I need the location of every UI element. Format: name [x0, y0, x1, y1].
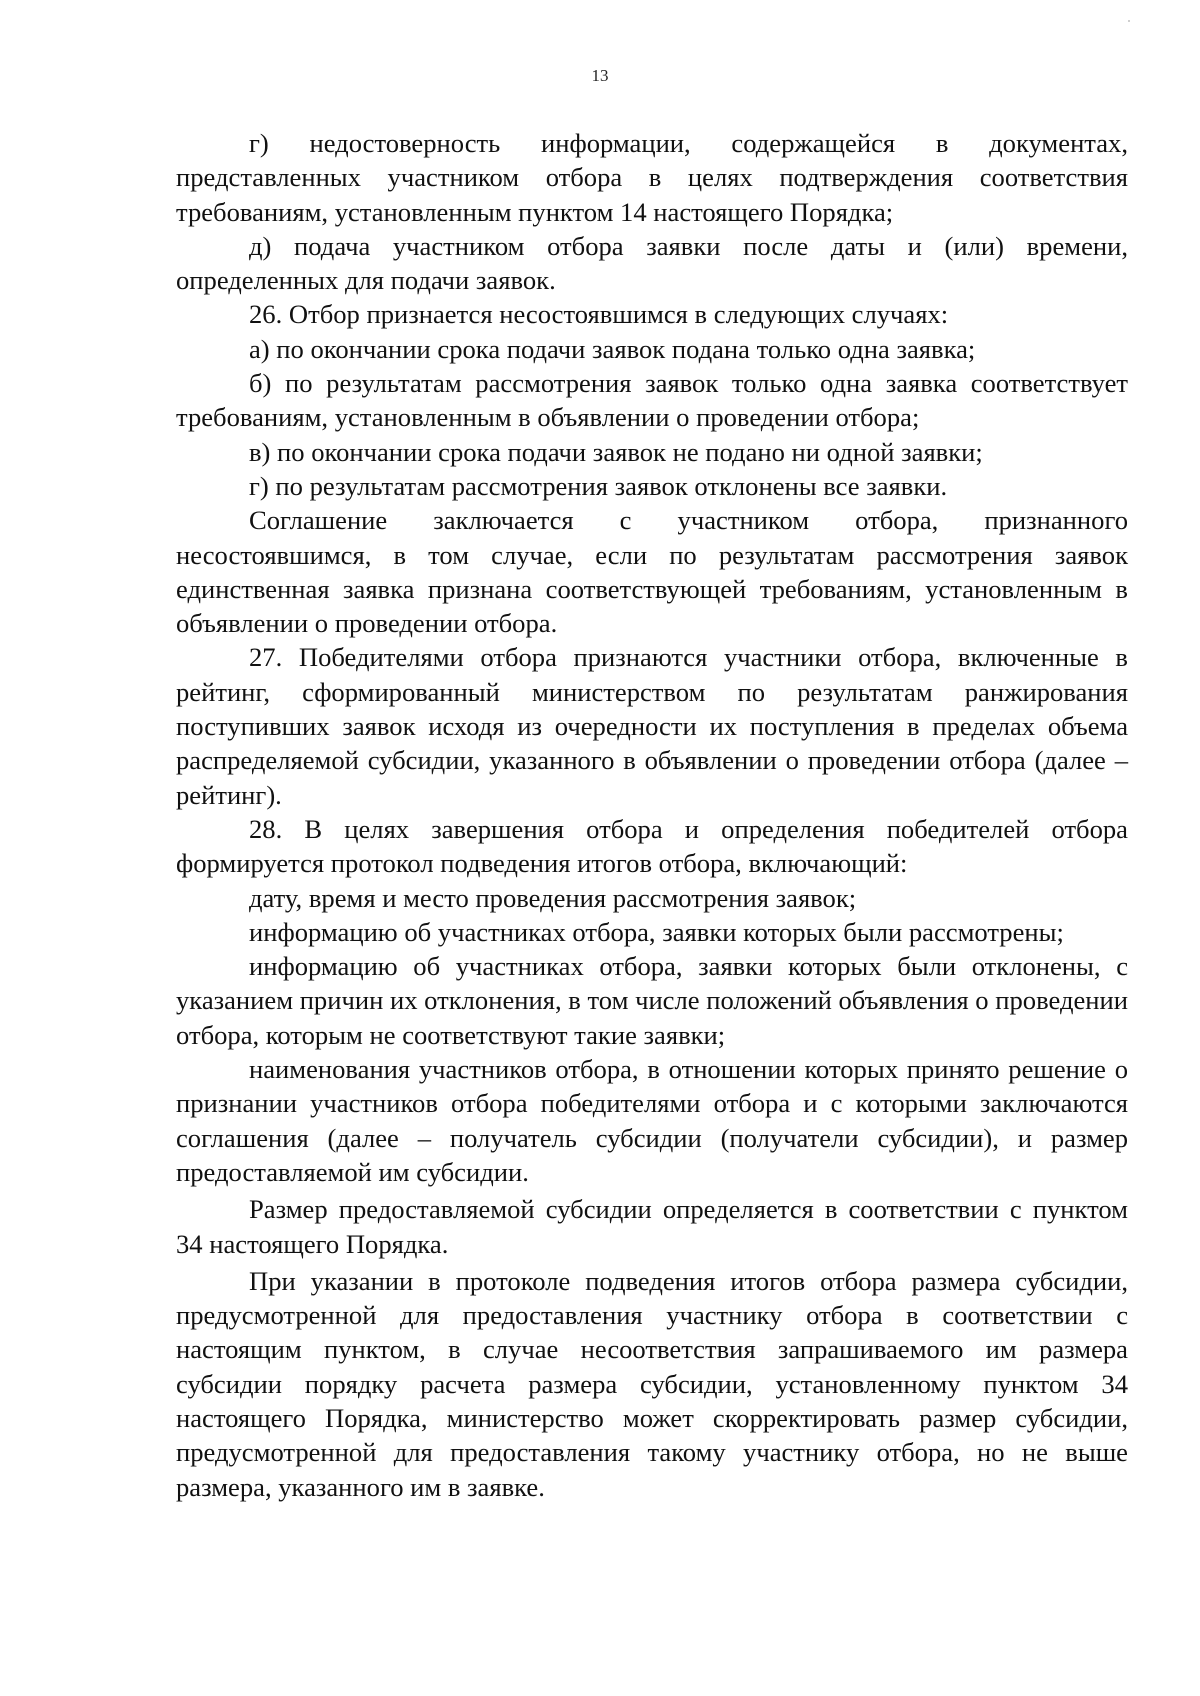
paragraph-28-rejected: информацию об участниках отбора, заявки которых были отклонены, с указанием причин их отклонения, в том числе положений объявления о проведении отбора, которым не соответствуют такие заявки; [176, 951, 1128, 1050]
paragraph-28: 28. В целях завершения отбора и определения победителей отбора формируется протокол подведения итогов отбора, включающий: [176, 813, 1128, 879]
paragraph-subsidy-correction: При указании в протоколе подведения итогов отбора размера субсидии, предусмотренной для предоставления участнику отбора в соответствии с настоящим пунктом, в случае несоответствия запрашиваемого им размера субсидии порядку расчета размера субсидии, установленному пунктом 34 настоящего Порядка, министерство может скорректировать размер субсидии, предусмотренной для предоставления такому участнику отбора, но не выше размера, указанного им в заявке. [176, 1265, 1128, 1502]
paragraph-26-v: в) по окончании срока подачи заявок не подано ни одной заявки; [249, 436, 983, 467]
paragraph-subsidy-size: Размер предоставляемой субсидии определяется в соответствии с пунктом 34 настоящего Порядка. [176, 1194, 1128, 1259]
document-body [176, 126, 1128, 1504]
paragraph-26-b: б) по результатам рассмотрения заявок только одна заявка соответствует требованиям, установленным в объявлении о проведении отбора; [176, 368, 1128, 433]
paragraph-26-g: г) по результатам рассмотрения заявок отклонены все заявки. [249, 470, 948, 501]
paragraph-26-a: а) по окончании срока подачи заявок подана только одна заявка; [249, 333, 976, 364]
paragraph-item-g-unreliable-info: г) недостоверность информации, содержащейся в документах, представленных участником отбора в целях подтверждения соответствия требованиям, установленным пунктом 14 настоящего Порядка; [176, 128, 1128, 227]
paragraph-28-winners: наименования участников отбора, в отношении которых принято решение о признании участников отбора победителями отбора и с которыми заключаются соглашения (далее – получатель субсидии (получатели субсидии), и размер предоставляемой им субсидии. [176, 1054, 1128, 1187]
paragraph-27: 27. Победителями отбора признаются участники отбора, включенные в рейтинг, сформированный министерством по результатам ранжирования поступивших заявок исходя из очередности их поступления в пределах объема распределяемой субсидии, указанного в объявлении о проведении отбора (далее – рейтинг). [176, 642, 1128, 810]
paragraph-agreement: Соглашение заключается с участником отбора, признанного несостоявшимся, в том случае, если по результатам рассмотрения заявок единственная заявка признана соответствующей требованиям, установленным в объявлении о проведении отбора. [176, 505, 1128, 639]
paragraph-item-d-late-submission: д) подача участником отбора заявки после даты и (или) времени, определенных для подачи заявок. [176, 230, 1128, 296]
scan-artifact [1128, 20, 1130, 22]
paragraph-28-reviewed: информацию об участниках отбора, заявки которых были рассмотрены; [249, 916, 1064, 947]
paragraph-26-heading: 26. Отбор признается несостоявшимся в следующих случаях: [249, 299, 949, 330]
page-number: 13 [591, 66, 609, 85]
paragraph-28-date: дату, время и место проведения рассмотрения заявок; [249, 882, 857, 913]
